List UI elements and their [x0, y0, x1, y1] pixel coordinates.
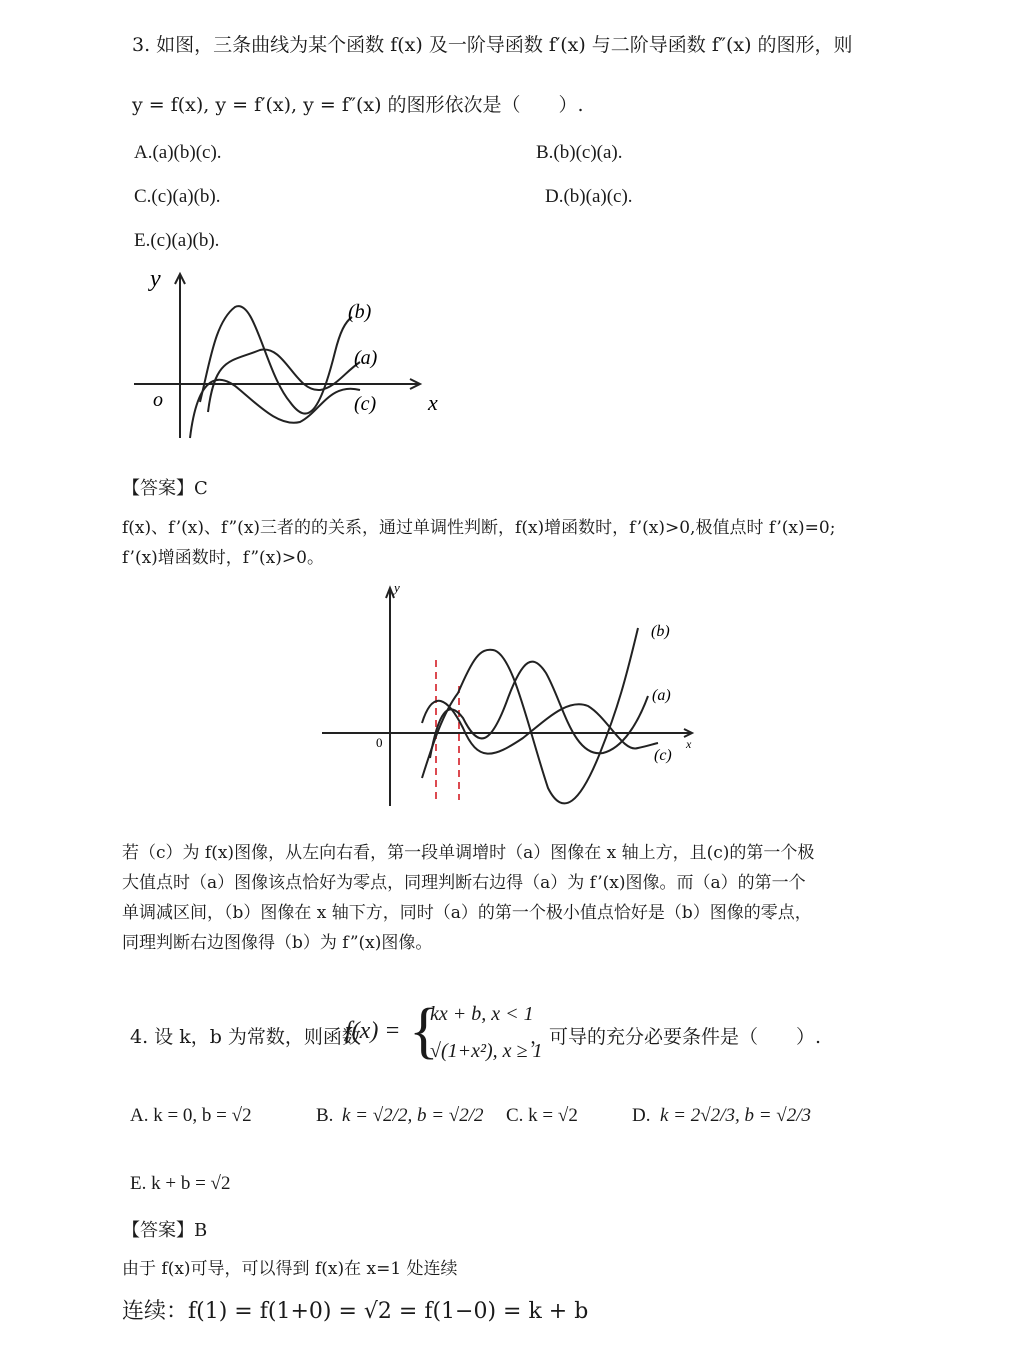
fig1-label-a: (a): [354, 347, 378, 369]
q3-answer: 【答案】C: [122, 478, 208, 499]
q4-option-d: k = 2√2/3, b = √2/3: [660, 1105, 811, 1126]
q3-paragraph-line3: 单调减区间，（b）图像在 x 轴下方，同时（a）的第一个极小值点恰好是（b）图像的零点，: [122, 903, 812, 923]
q4-continuity-equation: 连续：f(1) = f(1+0) = √2 = f(1−0) = k + b: [122, 1299, 589, 1324]
q4-option-b: k = √2/2, b = √2/2: [342, 1105, 484, 1126]
q3-paragraph-line2: 大值点时（a）图像该点恰好为零点，同理判断右边得（a）为 f’(x)图像。而（a）的第一个: [122, 873, 806, 893]
curve-c: [422, 701, 658, 754]
q4-brace: {: [409, 997, 439, 1065]
q4-case-1: kx + b, x < 1: [430, 1003, 534, 1025]
fig1-x-label: x: [428, 390, 438, 415]
q3-option-a: A.(a)(b)(c).: [134, 142, 222, 163]
fig2-label-b: (b): [651, 623, 670, 640]
q4-option-d-label: D.: [632, 1105, 651, 1126]
fig2-origin-label: 0: [376, 735, 383, 750]
fig2-label-c: (c): [654, 747, 672, 764]
fig1-label-c: (c): [354, 393, 377, 415]
q4-option-b-label: B.: [316, 1105, 334, 1126]
q3-explanation-line1: f(x)、f’(x)、f”(x)三者的的关系，通过单调性判断，f(x)增函数时，f’(x)>0,极值点时 f’(x)=0;: [122, 518, 836, 538]
q4-option-a: A. k = 0, b = √2: [130, 1105, 252, 1126]
fig2-label-a: (a): [652, 687, 671, 704]
fig1-label-b: (b): [348, 301, 372, 323]
q3-paragraph-line4: 同理判断右边图像得（b）为 f”(x)图像。: [122, 933, 433, 953]
curve-a: [208, 349, 360, 412]
q3-option-d: D.(b)(a)(c).: [545, 186, 633, 207]
q4-explanation: 由于 f(x)可导，可以得到 f(x)在 x=1 处连续: [122, 1259, 458, 1279]
q3-option-b: B.(b)(c)(a).: [536, 142, 623, 163]
q3-figure-1: [120, 262, 460, 447]
curve-c: [190, 380, 360, 438]
q3-explanation-line2: f’(x)增函数时，f”(x)>0。: [122, 548, 324, 568]
fig1-origin-label: o: [153, 389, 163, 411]
q3-stem-line2: y = f(x), y = f′(x), y = f″(x) 的图形依次是（ ）.: [132, 94, 584, 116]
q4-function-name: f(x) =: [345, 1018, 401, 1044]
fig2-x-label: x: [686, 737, 692, 751]
q3-option-c: C.(c)(a)(b).: [134, 186, 221, 207]
curve-b: [422, 628, 638, 803]
q4-option-c: C. k = √2: [506, 1105, 578, 1126]
q4-option-e: E. k + b = √2: [130, 1173, 231, 1194]
q3-figure-2: [318, 578, 708, 818]
q4-answer: 【答案】B: [122, 1220, 208, 1241]
q4-stem-suffix: ，可导的充分必要条件是（ ）.: [530, 1026, 822, 1048]
q3-paragraph-line1: 若（c）为 f(x)图像，从左向右看，第一段单调增时（a）图像在 x 轴上方，且(c)的第一个极: [122, 843, 815, 863]
q4-case-2: √(1+x²), x ≥ 1: [430, 1040, 543, 1062]
q4-stem-prefix: 4. 设 k，b 为常数，则函数: [130, 1026, 361, 1048]
q3-option-e: E.(c)(a)(b).: [134, 230, 220, 251]
q3-stem-line1: 3. 如图，三条曲线为某个函数 f(x) 及一阶导函数 f′(x) 与二阶导函数 f″(x) 的图形，则: [132, 34, 853, 56]
fig1-y-label: y: [150, 266, 161, 292]
fig2-y-label: y: [394, 580, 400, 595]
